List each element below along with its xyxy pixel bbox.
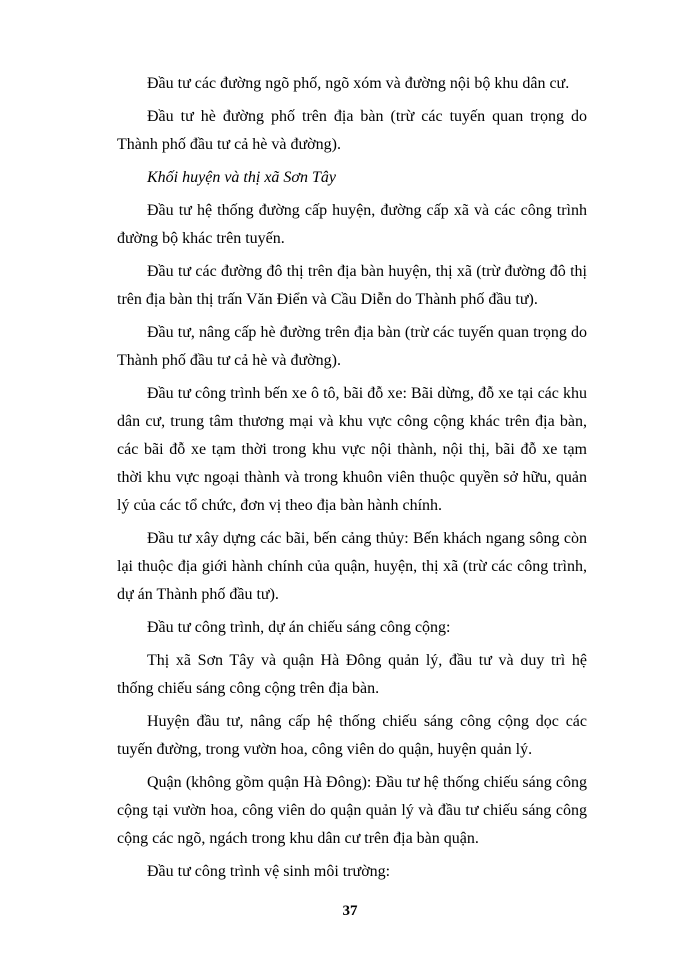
paragraph-urban-roads: Đầu tư các đường đô thị trên địa bàn huyện, thị xã (trừ đường đô thị trên địa bàn thị trấn Văn Điển và Cầu Diễn do Thành phố đầu tư). — [117, 263, 587, 308]
paragraph-district-commune-roads: Đầu tư hệ thống đường cấp huyện, đường cấp xã và các công trình đường bộ khác trên tuyến. — [117, 202, 587, 247]
paragraph-urban-district-lighting: Quận (không gồm quận Hà Đông): Đầu tư hệ thống chiếu sáng công cộng tại vườn hoa, công viên do quận quản lý và đầu tư chiếu sáng công cộng các ngõ, ngách trong khu dân cư trên địa bàn quận. — [117, 774, 587, 847]
paragraph-environmental-sanitation: Đầu tư công trình vệ sinh môi trường: — [147, 863, 391, 880]
paragraph-alley-roads: Đầu tư các đường ngõ phố, ngõ xóm và đường nội bộ khu dân cư. — [147, 75, 570, 92]
paragraph-bus-stations-parking: Đầu tư công trình bến xe ô tô, bãi đỗ xe: Bãi dừng, đỗ xe tại các khu dân cư, trung tâm thương mại và khu vực công cộng khác trên địa bàn, các bãi đỗ xe tạm thời trong khu vực nội thành, nội thị, bãi đỗ xe tạm thời khu vực ngoại thành và trong khuôn viên thuộc quyền sở hữu, quản lý của các tổ chức, đơn vị theo địa bàn hành chính. — [117, 385, 587, 514]
section-heading-district-son-tay: Khối huyện và thị xã Sơn Tây — [147, 169, 336, 186]
paragraph-district-lighting-upgrade: Huyện đầu tư, nâng cấp hệ thống chiếu sáng công cộng dọc các tuyến đường, trong vườn hoa, công viên do quận, huyện quản lý. — [117, 713, 587, 758]
document-body — [117, 70, 587, 891]
page-number: 37 — [342, 903, 358, 919]
paragraph-sidewalk-upgrade: Đầu tư, nâng cấp hè đường trên địa bàn (trừ các tuyến quan trọng do Thành phố đầu tư cả hè và đường). — [117, 324, 587, 369]
paragraph-son-tay-ha-dong-lighting: Thị xã Sơn Tây và quận Hà Đông quản lý, đầu tư và duy trì hệ thống chiếu sáng công cộng trên địa bàn. — [117, 652, 587, 697]
paragraph-public-lighting: Đầu tư công trình, dự án chiếu sáng công cộng: — [147, 619, 451, 636]
paragraph-street-sidewalks: Đầu tư hè đường phố trên địa bàn (trừ các tuyến quan trọng do Thành phố đầu tư cả hè và đường). — [117, 108, 587, 153]
paragraph-river-ports: Đầu tư xây dựng các bãi, bến cảng thủy: Bến khách ngang sông còn lại thuộc địa giới hành chính của quận, huyện, thị xã (trừ các công trình, dự án Thành phố đầu tư). — [117, 530, 587, 603]
